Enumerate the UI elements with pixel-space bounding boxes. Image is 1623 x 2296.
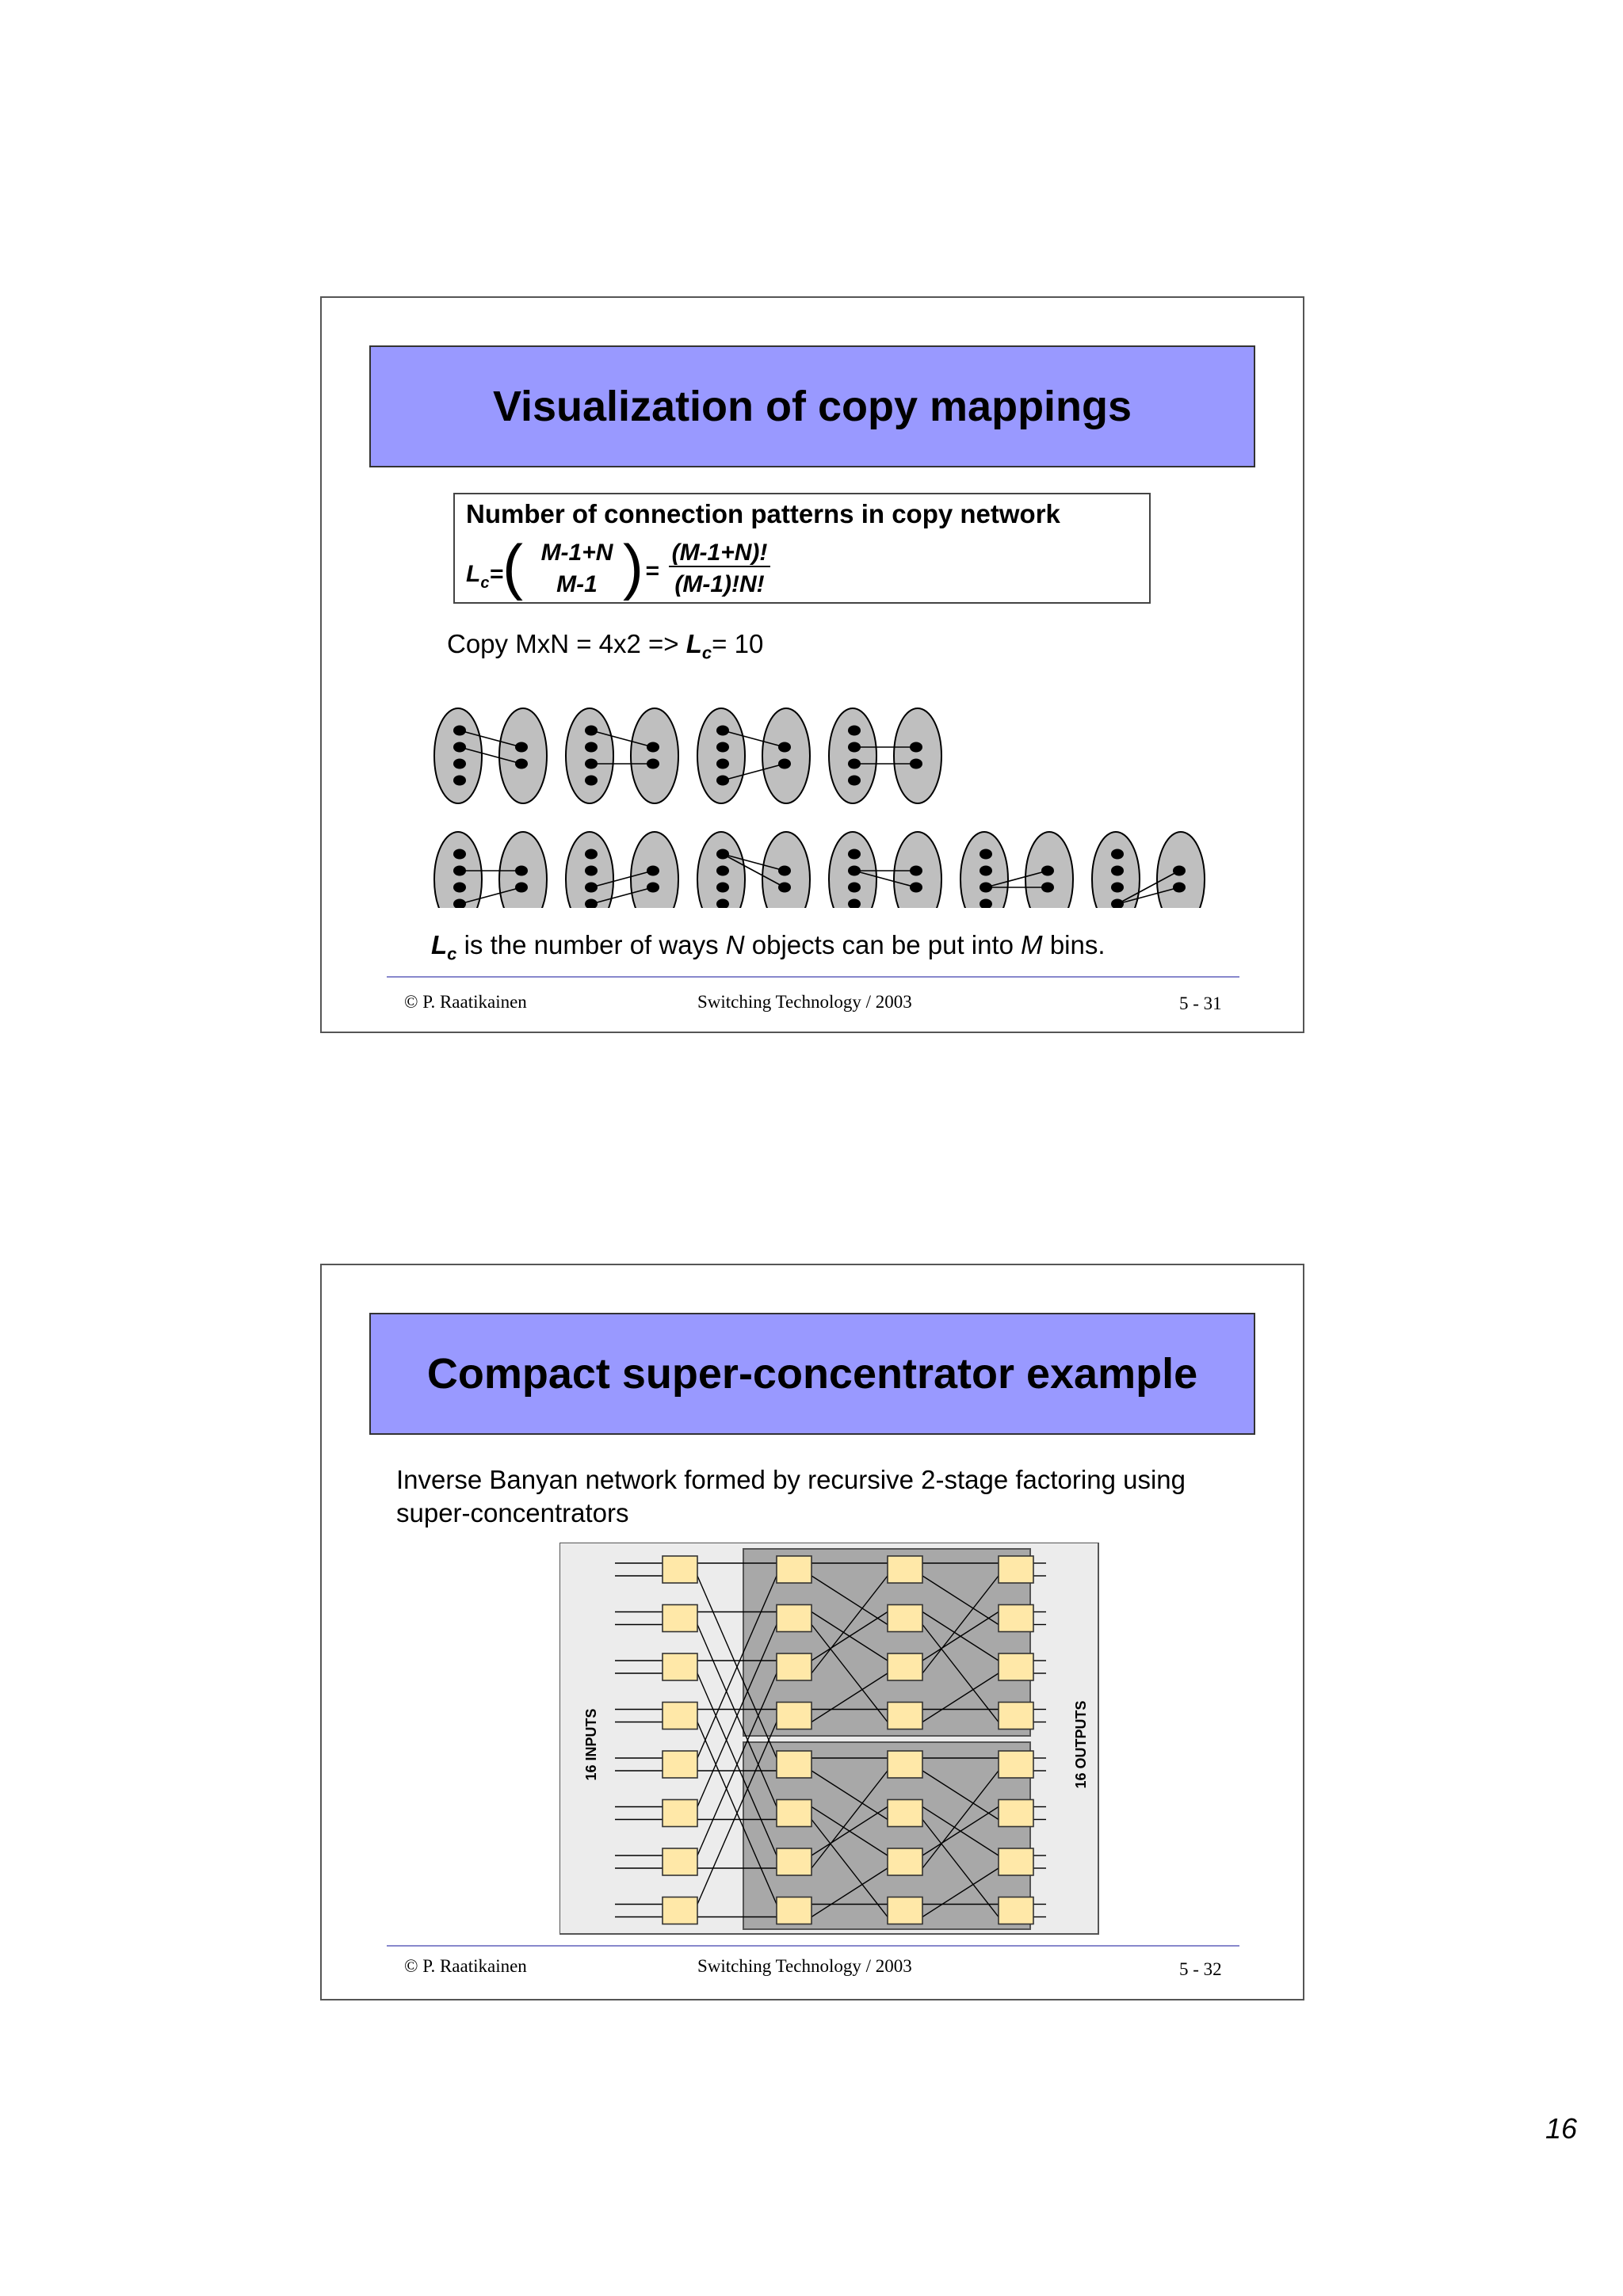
- input-dot: [585, 776, 598, 786]
- switch-element: [777, 1751, 812, 1778]
- switch-element: [999, 1605, 1033, 1632]
- input-dot: [1111, 849, 1124, 860]
- switch-element: [777, 1605, 812, 1632]
- output-dot: [778, 883, 791, 893]
- input-dot: [1111, 883, 1124, 893]
- footer-page: 5 - 31: [1179, 994, 1222, 1013]
- body-text: [396, 1463, 1186, 1530]
- input-dot: [585, 742, 598, 753]
- input-dot: [453, 742, 466, 753]
- output-dot: [910, 883, 922, 893]
- switch-element: [777, 1800, 812, 1827]
- input-dot: [453, 883, 466, 893]
- input-dot: [848, 726, 861, 736]
- input-dot: [585, 726, 598, 736]
- switch-element: [888, 1897, 922, 1924]
- input-dot: [848, 742, 861, 753]
- switch-element: [999, 1751, 1033, 1778]
- input-dot: [848, 849, 861, 860]
- formula-equals: =: [645, 558, 659, 584]
- input-dot: [716, 759, 729, 769]
- input-dot: [848, 883, 861, 893]
- input-dot: [848, 866, 861, 876]
- switch-element: [888, 1653, 922, 1680]
- footer-author: © P. Raatikainen: [404, 1956, 527, 1976]
- output-dot: [1041, 883, 1054, 893]
- mapping-pattern: [434, 832, 547, 908]
- switch-element: [663, 1848, 697, 1875]
- output-dot: [778, 759, 791, 769]
- caption: $L_c$ is the number of ways N objects can be put into M bins.: [431, 930, 1106, 964]
- input-dot: [716, 742, 729, 753]
- copy-mapping-diagram: [322, 670, 1306, 908]
- output-dot: [910, 742, 922, 753]
- outputs-label: 16 OUTPUTS: [1073, 1700, 1089, 1789]
- input-dot: [453, 726, 466, 736]
- slide-5-32: [320, 1264, 1304, 2000]
- switch-element: [888, 1848, 922, 1875]
- output-dot: [778, 742, 791, 753]
- footer-course: Switching Technology / 2003: [697, 1956, 912, 1976]
- formula-graphic: [455, 494, 1149, 602]
- footer-divider: [387, 976, 1239, 978]
- binom-left-paren: (: [502, 532, 523, 601]
- switch-element: [663, 1800, 697, 1827]
- input-dot: [848, 776, 861, 786]
- footer-divider: [387, 1945, 1239, 1947]
- output-dot: [1173, 883, 1186, 893]
- inputs-label: 16 INPUTS: [583, 1708, 599, 1781]
- output-dot: [778, 866, 791, 876]
- input-dot: [585, 883, 598, 893]
- input-dot: [585, 849, 598, 860]
- switch-element: [999, 1800, 1033, 1827]
- mapping-pattern: [697, 832, 810, 908]
- fraction-denominator: (M-1)!N!: [674, 571, 765, 597]
- output-dot: [515, 742, 528, 753]
- switch-element: [888, 1800, 922, 1827]
- mapping-pattern: [829, 708, 941, 803]
- input-dot: [980, 866, 992, 876]
- switch-element: [663, 1751, 697, 1778]
- input-dot: [1111, 866, 1124, 876]
- fraction-numerator: (M-1+N)!: [671, 540, 768, 566]
- page-number: 16: [1545, 2112, 1577, 2145]
- input-dot: [585, 759, 598, 769]
- input-dot: [716, 849, 729, 860]
- switch-element: [999, 1703, 1033, 1730]
- input-dot: [980, 849, 992, 860]
- mapping-pattern: [697, 708, 810, 803]
- mapping-pattern: [566, 708, 678, 803]
- output-bin: [499, 708, 547, 803]
- output-dot: [910, 759, 922, 769]
- switch-element: [999, 1653, 1033, 1680]
- mapping-pattern: [829, 832, 941, 908]
- switch-element: [663, 1653, 697, 1680]
- footer-page: 5 - 32: [1179, 1959, 1222, 1979]
- switch-element: [888, 1605, 922, 1632]
- switch-element: [663, 1605, 697, 1632]
- input-dot: [716, 726, 729, 736]
- formula-heading: Number of connection patterns in copy network: [466, 499, 1060, 528]
- switch-element: [777, 1897, 812, 1924]
- output-dot: [910, 866, 922, 876]
- mapping-pattern: [960, 832, 1073, 908]
- switch-element: [663, 1556, 697, 1583]
- input-bin: [566, 708, 613, 803]
- body-line-2: super-concentrators: [396, 1498, 629, 1527]
- input-bin: [829, 708, 876, 803]
- inverse-banyan-diagram: [559, 1543, 1100, 1936]
- switch-element: [888, 1556, 922, 1583]
- mapping-pattern: [1092, 832, 1205, 908]
- body-line-1: Inverse Banyan network formed by recursive 2-stage factoring using: [396, 1465, 1186, 1494]
- input-dot: [453, 866, 466, 876]
- footer-author: © P. Raatikainen: [404, 992, 527, 1012]
- input-dot: [716, 776, 729, 786]
- switch-element: [888, 1751, 922, 1778]
- output-dot: [647, 866, 659, 876]
- switch-element: [777, 1848, 812, 1875]
- slide-title: Visualization of copy mappings: [492, 383, 1132, 430]
- binom-bottom: M-1: [556, 571, 598, 597]
- switch-element: [777, 1653, 812, 1680]
- output-dot: [647, 883, 659, 893]
- binom-top: M-1+N: [540, 540, 613, 566]
- input-dot: [453, 776, 466, 786]
- input-dot: [585, 866, 598, 876]
- output-bin: [631, 708, 678, 803]
- input-bin: [434, 708, 482, 803]
- output-dot: [647, 759, 659, 769]
- input-dot: [716, 883, 729, 893]
- switch-element: [888, 1703, 922, 1730]
- output-bin: [762, 708, 810, 803]
- output-dot: [515, 883, 528, 893]
- slide-title-box: [369, 345, 1255, 467]
- output-dot: [1173, 866, 1186, 876]
- input-dot: [453, 849, 466, 860]
- output-dot: [515, 866, 528, 876]
- footer-course: Switching Technology / 2003: [697, 992, 912, 1012]
- switch-element: [777, 1703, 812, 1730]
- slide-title-box: [369, 1313, 1255, 1435]
- input-dot: [848, 759, 861, 769]
- formula-box: [453, 493, 1151, 604]
- mapping-pattern: [434, 708, 547, 803]
- input-bin: [697, 708, 745, 803]
- slide-title: Compact super-concentrator example: [426, 1350, 1198, 1398]
- formula-lhs: $L_c=$: [466, 561, 503, 592]
- switch-element: [663, 1897, 697, 1924]
- output-dot: [1041, 866, 1054, 876]
- output-dot: [647, 742, 659, 753]
- output-dot: [515, 759, 528, 769]
- copy-example: Copy MxN = $4x2 => L_c= 10$: [447, 629, 764, 663]
- switch-element: [999, 1556, 1033, 1583]
- input-dot: [453, 759, 466, 769]
- mapping-pattern: [566, 832, 678, 908]
- input-dot: [980, 883, 992, 893]
- input-dot: [716, 866, 729, 876]
- switch-element: [999, 1897, 1033, 1924]
- switch-element: [777, 1556, 812, 1583]
- binom-right-paren: ): [623, 532, 643, 601]
- switch-element: [663, 1703, 697, 1730]
- switch-element: [999, 1848, 1033, 1875]
- slide-5-31: [320, 296, 1304, 1033]
- output-bin: [894, 708, 941, 803]
